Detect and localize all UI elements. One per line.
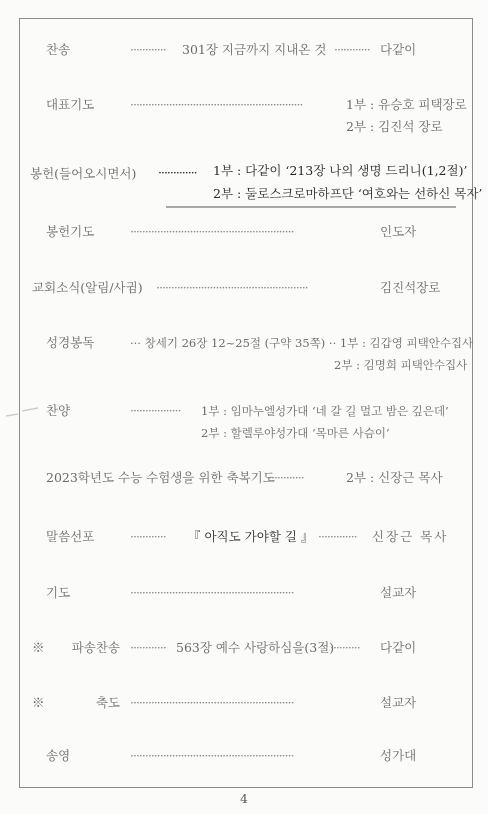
item-content: 2부 : 둘로스크로마하프단 ‘여호와는 선하신 목자’ <box>213 186 483 201</box>
item-label: 기도 <box>46 585 71 600</box>
leader-dots: ······················································· <box>130 224 294 239</box>
item-person: 인도자 <box>380 224 417 239</box>
item-label: 송영 <box>46 748 71 763</box>
leader-dots: ··················································· <box>156 280 308 295</box>
item-content: 1부 : 다같이 ‘213장 나의 생명 드리니(1,2절)’ <box>213 163 468 178</box>
item-person: 2부 : 김진석 장로 <box>346 119 443 134</box>
item-person: 2부 : 신장근 목사 <box>346 470 443 485</box>
item-content: 563장 예수 사랑하심을(3절) <box>176 640 335 655</box>
leader-dots: ······················································· <box>130 585 294 600</box>
leader-dots: ············ <box>130 42 166 57</box>
leader-dots: ············ <box>334 42 370 57</box>
page-number: 4 <box>240 792 248 806</box>
item-content: 301장 지금까지 지내온 것 <box>182 42 327 57</box>
item-label: 봉헌(들어오시면서) <box>30 166 137 181</box>
item-person: 신장근 목사 <box>372 529 449 544</box>
item-person: 설교자 <box>380 695 417 710</box>
item-content: 2부 : 할렐루야성가대 ‘목마른 사슴이’ <box>201 426 390 440</box>
leader-dots: ············ <box>130 529 166 544</box>
item-person: 김진석장로 <box>380 280 441 295</box>
leader-dots: ·········· <box>330 640 360 655</box>
item-label: 2023학년도 수능 수험생을 위한 축복기도 <box>46 470 275 485</box>
pencil-mark <box>4 405 40 419</box>
item-label: ※축도 <box>32 695 120 710</box>
leader-dots: ············ <box>130 640 166 655</box>
leader-dots: ················· <box>130 403 181 418</box>
leader-dots: ·························································· <box>130 97 303 112</box>
leader-dots: ············· <box>318 529 357 544</box>
item-person: 다같이 <box>380 640 417 655</box>
underline <box>166 206 456 208</box>
item-person: 2부 : 김명희 피택안수집사 <box>334 358 468 372</box>
leader-dots: ············ <box>268 470 304 485</box>
item-label: 찬송 <box>46 42 71 57</box>
item-label: ※파송찬송 <box>32 640 120 655</box>
item-label: 말씀선포 <box>46 529 95 544</box>
item-person: 다같이 <box>380 42 417 57</box>
item-content: ··· 창세기 26장 12~25절 (구약 35쪽) ·· 1부 : 김갑영 피택안수집사 <box>130 336 474 350</box>
item-person: 성가대 <box>380 748 417 763</box>
leader-dots: ······················································· <box>130 695 294 710</box>
leader-dots: ······················································· <box>130 748 294 763</box>
leader-dots: ············· <box>158 165 197 180</box>
item-person: 설교자 <box>380 585 417 600</box>
item-label: 성경봉독 <box>46 335 95 350</box>
item-content: 1부 : 임마누엘성가대 ‘네 갈 길 멀고 밤은 깊은데’ <box>201 404 449 418</box>
item-label: 교회소식(알림/사귐) <box>32 280 143 295</box>
item-label: 찬양 <box>46 403 71 418</box>
sermon-title: 『 아직도 가야할 길 』 <box>188 529 314 544</box>
item-label: 대표기도 <box>46 97 95 112</box>
item-label: 봉헌기도 <box>46 224 95 239</box>
item-person: 1부 : 유승호 피택장로 <box>346 97 467 112</box>
